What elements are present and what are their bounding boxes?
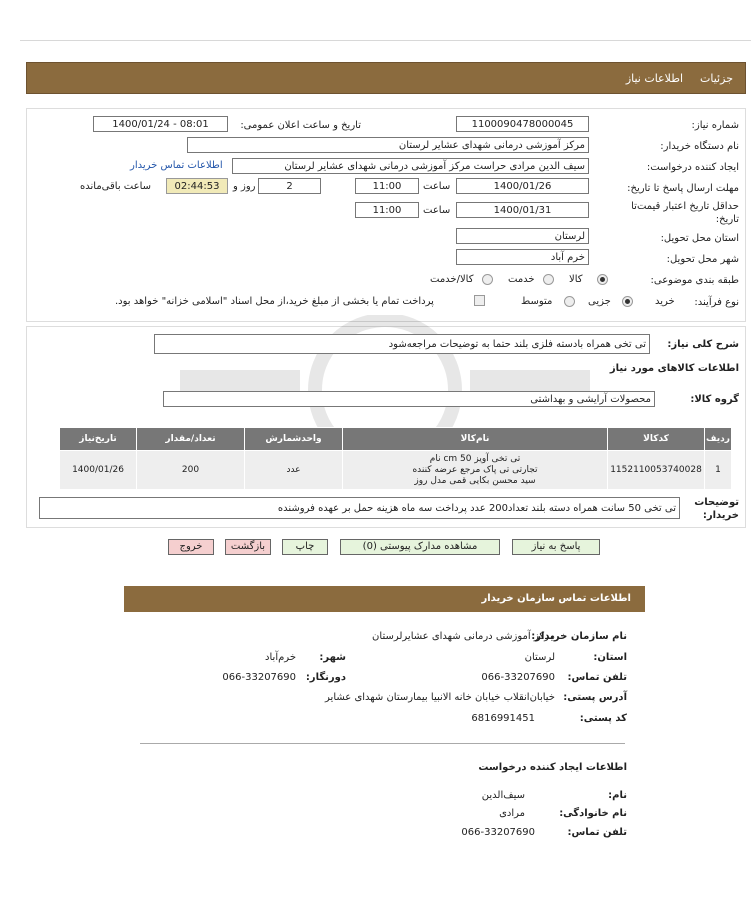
- need-number-field: 1100090478000045: [456, 116, 589, 132]
- goods-info-heading: اطلاعات کالاهای مورد نیاز: [609, 363, 739, 374]
- validity-date-field: 1400/01/31: [456, 202, 589, 218]
- reply-button[interactable]: پاسخ به نیاز: [512, 539, 600, 555]
- exit-button[interactable]: خروج: [168, 539, 214, 555]
- category-goods-radio[interactable]: [597, 274, 608, 285]
- category-goods-service-radio[interactable]: [482, 274, 493, 285]
- contact-header: [124, 586, 645, 612]
- city-label: شهر:: [319, 652, 346, 663]
- creator-title: اطلاعات ایجاد کننده درخواست: [478, 762, 627, 773]
- announce-datetime-label: تاریخ و ساعت اعلان عمومی:: [240, 120, 361, 131]
- tab-details[interactable]: جزئیات: [700, 72, 733, 85]
- tab-need-info[interactable]: اطلاعات نیاز: [625, 72, 683, 85]
- treasury-checkbox[interactable]: [474, 295, 485, 306]
- cell-date: 1400/01/26: [60, 451, 137, 490]
- phone-value: 066-33207690: [481, 672, 555, 683]
- city-field: خرم آباد: [456, 249, 589, 265]
- category-service-label: خدمت: [508, 274, 535, 285]
- remaining-label: ساعت باقی‌مانده: [80, 181, 152, 192]
- col-qty: تعداد/مقدار: [137, 428, 245, 451]
- process-type-label: نوع فرآیند:: [694, 297, 739, 308]
- delivery-city-label: شهر محل تحویل:: [666, 254, 739, 265]
- cell-name-line3: سید محسن بکایی قمی مدل روز: [414, 475, 536, 486]
- day-label: روز و: [233, 181, 256, 192]
- table-header-row: [60, 428, 732, 451]
- category-goods-label: کالا: [569, 274, 583, 285]
- cell-name-line1: تی تخی آویز 50 cm نام: [429, 453, 521, 464]
- fax-value: 066-33207690: [222, 672, 296, 683]
- address-label: آدرس پستی:: [563, 692, 627, 703]
- category-goods-service-label: کالا/خدمت: [430, 274, 474, 285]
- address-value: خیابان‌انقلاب خیابان خانه الانبیا بیمارستان شهدای عشایر: [325, 692, 555, 703]
- buyer-contact-link[interactable]: اطلاعات تماس خریدار: [130, 160, 223, 171]
- cell-code: 1152110053740028: [608, 451, 705, 490]
- name-label: نام:: [608, 790, 627, 801]
- col-date: تاریخ‌نیاز: [60, 428, 137, 451]
- buyer-notes-field: تی تخی 50 سانت همراه دسته بلند تعداد200 عدد پرداخت سه ماه هزینه حمل بر عهده فروشنده: [39, 497, 680, 519]
- cell-name-line2: تجارتی تی پاک مرجع عرضه کننده: [412, 464, 538, 475]
- col-row: ردیف: [705, 428, 732, 451]
- phone-label: تلفن تماس:: [567, 672, 627, 683]
- validity-time-field: 11:00: [355, 202, 419, 218]
- col-name: نام‌کالا: [343, 428, 608, 451]
- price-validity-label: حداقل تاریخ اعتبار قیمت‌تا تاریخ:: [631, 201, 739, 225]
- cell-name: [343, 451, 608, 490]
- city-value: خرم‌آباد: [265, 652, 296, 663]
- need-number-label: شماره نیاز:: [691, 120, 739, 131]
- delivery-province-label: استان محل تحویل:: [660, 233, 739, 244]
- announce-datetime-field: 1400/01/24 - 08:01: [93, 116, 228, 132]
- province-value: لرستان: [524, 652, 555, 663]
- family-value: مرادی: [499, 808, 525, 819]
- validity-time-label: ساعت: [423, 205, 451, 216]
- table-row: [60, 451, 732, 490]
- postal-value: 6816991451: [471, 713, 535, 724]
- deadline-date-field: 1400/01/26: [456, 178, 589, 194]
- category-service-radio[interactable]: [543, 274, 554, 285]
- cell-row: 1: [705, 451, 732, 490]
- category-label: طبقه بندی موضوعی:: [650, 275, 739, 286]
- process-partial-radio[interactable]: [622, 296, 633, 307]
- process-purchase-label: خرید: [655, 296, 675, 307]
- family-label: نام خانوادگی:: [559, 808, 627, 819]
- process-medium-label: متوسط: [521, 296, 553, 307]
- items-table: [59, 427, 732, 490]
- goods-group-label: گروه کالا:: [690, 394, 739, 405]
- process-medium-radio[interactable]: [564, 296, 575, 307]
- deadline-time-label: ساعت: [423, 181, 451, 192]
- name-value: سیف‌الدین: [481, 790, 525, 801]
- back-button[interactable]: بازگشت: [225, 539, 271, 555]
- buyer-org-label: نام دستگاه خریدار:: [660, 141, 739, 152]
- contact-title: اطلاعات تماس سازمان خریدار: [481, 593, 631, 604]
- requester-label: ایجاد کننده درخواست:: [646, 162, 739, 173]
- page-header: [26, 62, 746, 94]
- treasury-note: پرداخت تمام یا بخشی از مبلغ خرید،از محل اسناد "اسلامی خزانه" خواهد بود.: [115, 296, 434, 307]
- phone2-value: 066-33207690: [461, 827, 535, 838]
- buyer-org-field: مرکز آموزشی درمانی شهدای عشایر لرستان: [187, 137, 589, 153]
- buyer-notes-label: توضیحات خریدار:: [694, 497, 739, 521]
- countdown-timer: 02:44:53: [166, 178, 228, 194]
- deadline-label: مهلت ارسال پاسخ تا تاریخ:: [627, 183, 739, 194]
- days-field: 2: [258, 178, 321, 194]
- top-divider: [20, 40, 751, 41]
- col-unit: واحدشمارش: [245, 428, 343, 451]
- col-code: کدکالا: [608, 428, 705, 451]
- cell-unit: عدد: [245, 451, 343, 490]
- province-field: لرستان: [456, 228, 589, 244]
- province-label: استان:: [593, 652, 627, 663]
- org-label: نام سازمان خریدار:: [531, 631, 627, 642]
- deadline-time-field: 11:00: [355, 178, 419, 194]
- general-desc-field: تی تخی همراه بادسته فلزی بلند حتما به توضیحات مراجعه‌شود: [154, 334, 650, 354]
- org-value: مرکز آموزشی درمانی شهدای عشایرلرستان: [372, 631, 555, 642]
- print-button[interactable]: چاپ: [282, 539, 328, 555]
- process-partial-label: جزیی: [588, 296, 611, 307]
- general-desc-label: شرح کلی نیاز:: [667, 339, 739, 350]
- phone2-label: تلفن تماس:: [567, 827, 627, 838]
- contact-divider: [140, 743, 625, 744]
- goods-group-field: محصولات آرایشی و بهداشتی: [163, 391, 655, 407]
- fax-label: دورنگار:: [305, 672, 346, 683]
- requester-field: سیف الدین مرادی حراست مرکز آموزشی درمانی شهدای عشایر لرستان: [232, 158, 589, 174]
- cell-qty: 200: [137, 451, 245, 490]
- postal-label: کد پستی:: [579, 713, 627, 724]
- attachments-button[interactable]: مشاهده مدارک پیوستی (0): [340, 539, 500, 555]
